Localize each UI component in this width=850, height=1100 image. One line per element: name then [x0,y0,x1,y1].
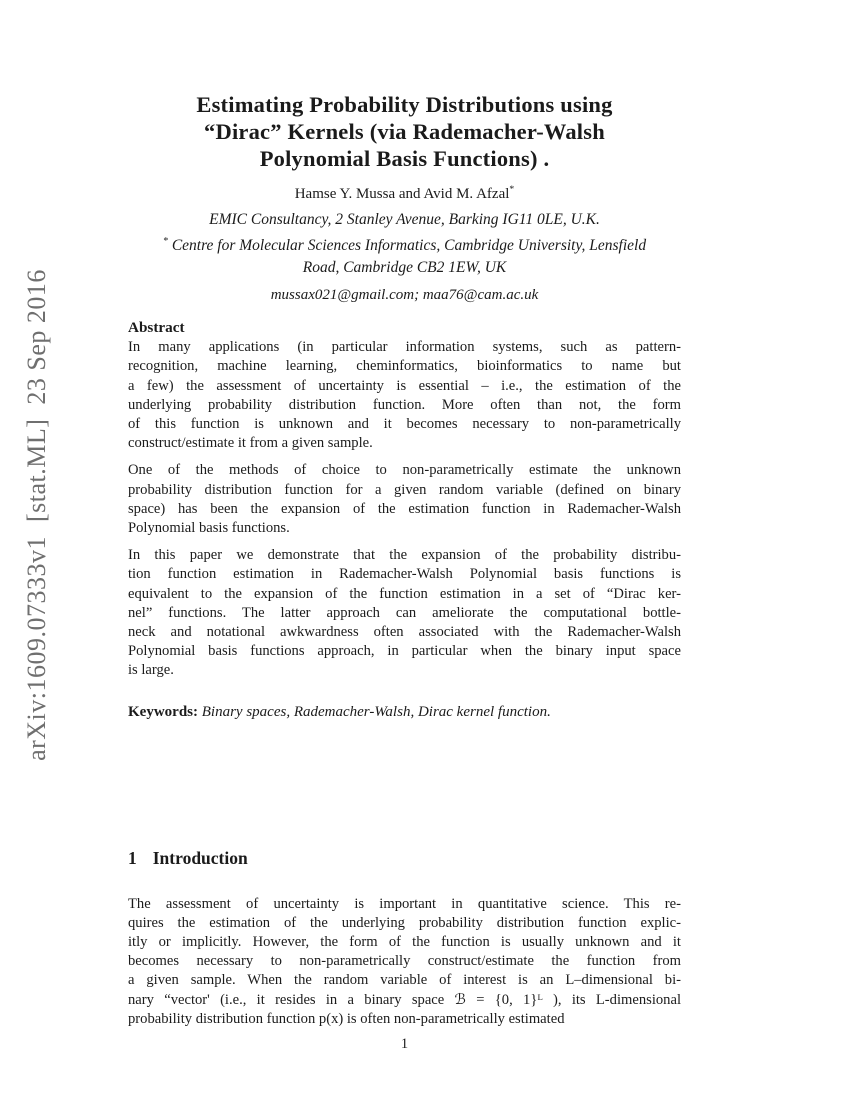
author-emails: mussax021@gmail.com; maa76@cam.ac.uk [270,287,539,304]
text-line: In this paper we demonstrate that the expansion of the probability distribu- [128,547,681,564]
page-number: 1 [400,1036,409,1052]
affiliations [128,209,681,279]
authors-line [128,180,681,204]
text-line: Polynomial basis functions approach, in particular when the binary input space [128,643,681,660]
text-line: Polynomial basis functions. [128,519,290,536]
introduction-paragraph-1 [128,895,681,1029]
text-line: becomes necessary to non-parametrically construct/estimate the function from [128,953,681,970]
section-1-heading [128,848,681,869]
text-line: underlying probability distribution function. More often than not, the form [128,396,681,413]
text-line: Polynomial Basis Functions) . [259,146,550,171]
text-line: recognition, machine learning, cheminformatics, bioinformatics to name but [128,358,681,375]
abstract-paragraph-1 [128,338,681,453]
affiliation-footnote-marker: * [162,236,168,247]
section-number: 1 [128,847,137,868]
author-footnote-marker: * [509,184,515,195]
authors-names: Hamse Y. Mussa and Avid M. Afzal [294,186,510,202]
abstract-paragraph-2 [128,461,681,538]
arxiv-watermark: arXiv:1609.07333v1 [stat.ML] 23 Sep 2016 [22,269,51,761]
text-line: itly or implicitly. However, the form of the function is usually unknown and it [128,934,681,951]
text-line: a few) the assessment of uncertainty is essential – i.e., the estimation of the [128,377,681,394]
text-line: nary “vector' (i.e., it resides in a binary space ℬ = {0, 1}ᴸ ), its L-dimensional [128,991,681,1008]
keywords-label: Keywords: [128,703,198,720]
keywords-line [128,703,681,722]
text-line: construct/estimate it from a given sample. [128,435,373,452]
affiliation-line-3: Road, Cambridge CB2 1EW, UK [302,259,507,277]
text-line: equivalent to the expansion of the function estimation in a set of “Dirac ker- [128,585,681,602]
text-line: of this function is unknown and it becomes necessary to non-parametrically [128,415,681,432]
affiliation-line-2: * Centre for Molecular Sciences Informatics, Cambridge University, Lensfield [162,236,647,255]
text-line: neck and notational awkwardness often associated with the Rademacher-Walsh [128,624,681,640]
text-line: tion function estimation in Rademacher-Walsh Polynomial basis functions is [128,566,681,583]
text-line: One of the methods of choice to non-parametrically estimate the unknown [128,462,681,479]
text-line: In many applications (in particular information systems, such as pattern- [128,339,681,356]
abstract-heading: Abstract [128,319,185,337]
paper-content [128,0,681,1037]
abstract-paragraph-3 [128,546,681,680]
section-title: Introduction [152,847,248,868]
text-line: probability distribution function p(x) is often non-parametrically estimated [128,1010,565,1027]
text-line: The assessment of uncertainty is important in quantitative science. This re- [128,895,681,912]
text-line: a given sample. When the random variable of interest is an L–dimensional bi- [128,972,681,989]
text-line: nel” functions. The latter approach can ameliorate the computational bottle- [128,604,681,621]
affiliation-line-1: EMIC Consultancy, 2 Stanley Avenue, Barking IG11 0LE, U.K. [209,211,600,228]
text-line: Estimating Probability Distributions using [196,92,613,117]
text-line: probability distribution function for a given random variable (defined on binary [128,481,681,498]
text-line: quires the estimation of the underlying probability distribution function explic- [128,914,681,931]
keywords-text: Binary spaces, Rademacher-Walsh, Dirac kernel function. [201,703,551,720]
text-line: space) has been the expansion of the estimation function in Rademacher-Walsh [128,500,681,517]
text-line: is large. [128,662,174,679]
text-line: “Dirac” Kernels (via Rademacher-Walsh [204,119,605,144]
paper-title [128,91,681,172]
